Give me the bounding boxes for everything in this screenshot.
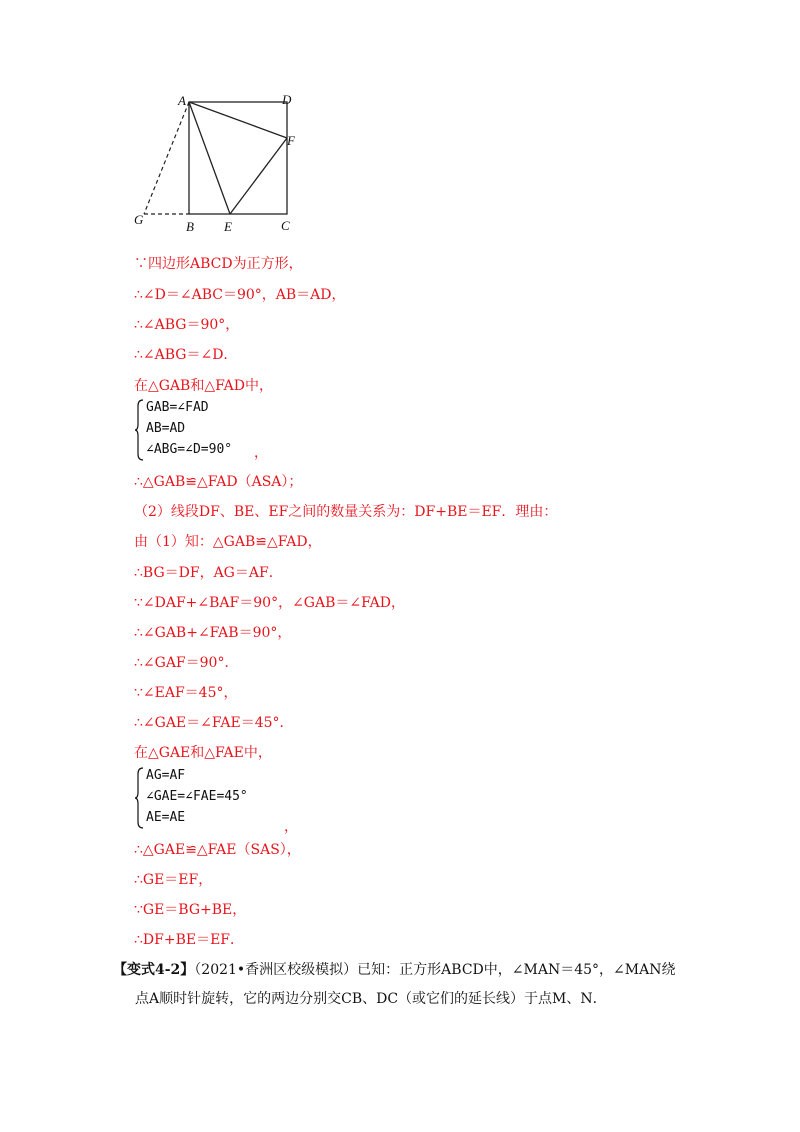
segment-ae [189,102,230,214]
system-row: ∠GAE=∠FAE=45° [146,789,248,804]
system-row: GAB=∠FAD [146,400,209,415]
geometry-figure [132,88,312,236]
system-comma: ， [284,819,298,835]
problem-line-2: 点A顺时针旋转，它的两边分别交CB、DC（或它们的延长线）于点M、N． [135,991,607,1007]
label-d: D [282,92,292,107]
segment-ag [144,102,189,214]
proof-line: 在△GAE和△FAE中， [134,745,272,761]
proof-line: ∴∠GAE＝∠FAE＝45°． [134,715,294,731]
label-g: G [134,212,144,227]
segment-ef [230,138,287,214]
problem-tag: 【变式4-2】 [113,962,195,978]
equation-system-1 [134,398,334,464]
brace-icon [134,766,144,830]
label-f: F [287,133,295,148]
proof-line: ∴∠GAB+∠FAB＝90°， [134,625,292,641]
proof-line: ∴∠ABG＝∠D． [134,347,238,363]
proof-line: ∵四边形ABCD为正方形， [134,256,303,272]
system-comma: ， [254,445,268,461]
equation-system-2 [134,766,334,835]
problem-line-1 [113,960,675,980]
proof-line: ∴DF+BE＝EF． [134,932,245,948]
proof-line: ∵∠EAF＝45°， [134,685,238,701]
segment-af [189,102,287,138]
system-row: ∠ABG=∠D=90° [146,442,233,457]
system-row: AB=AD [146,421,186,436]
label-b: B [186,219,194,234]
proof-line: ∴∠ABG＝90°， [134,317,240,333]
proof-line: 在△GAB和△FAD中， [134,378,273,394]
square-diagram [132,88,312,236]
proof-line: （2）线段DF、BE、EF之间的数量关系为：DF+BE＝EF．理由： [134,504,558,520]
proof-line: ∴∠D＝∠ABC＝90°，AB＝AD， [134,287,346,303]
problem-text-1: （2021•香洲区校级模拟）已知：正方形ABCD中，∠MAN＝45°，∠MAN绕 [194,962,676,978]
system-row: AG=AF [146,768,186,783]
proof-line: ∴BG＝DF，AG＝AF． [134,565,283,581]
label-c: C [281,218,290,233]
label-e: E [224,219,232,234]
proof-line: ∴△GAB≌△FAD（ASA）； [134,474,303,490]
system-row: AE=AE [146,810,186,825]
proof-line: ∴△GAE≌△FAE（SAS）， [134,842,301,858]
brace-icon [134,398,144,462]
label-a: A [178,93,186,108]
proof-line: 由（1）知：△GAB≌△FAD， [134,534,322,550]
proof-line: ∵∠DAF+∠BAF＝90°，∠GAB＝∠FAD， [134,595,405,611]
proof-line: ∴∠GAF＝90°． [134,655,239,671]
proof-line: ∴GE＝EF， [134,872,213,888]
proof-line: ∵GE＝BG+BE， [134,902,247,918]
